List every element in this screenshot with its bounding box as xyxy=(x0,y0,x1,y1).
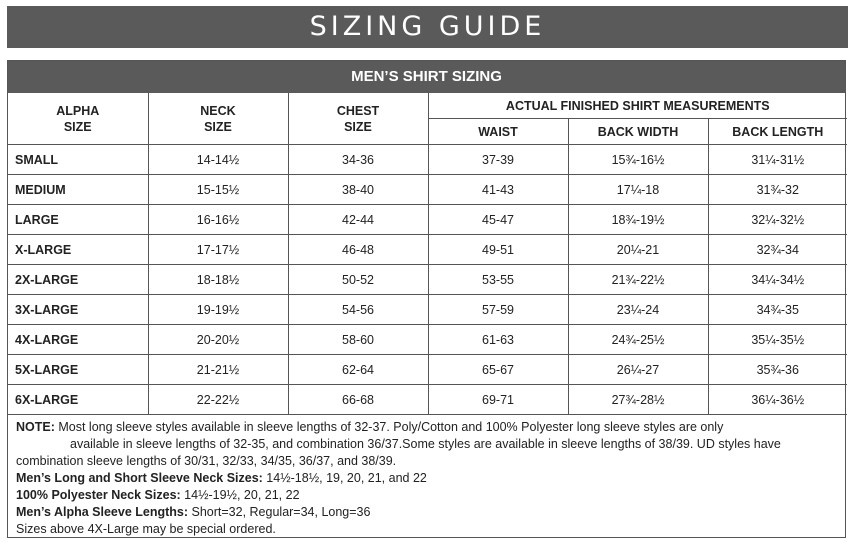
notes-section xyxy=(8,415,845,538)
header-waist: WAIST xyxy=(428,119,568,145)
alpha-sleeve-value: Short=32, Regular=34, Long=36 xyxy=(188,505,371,519)
table-body xyxy=(8,145,847,415)
cell-size: X-LARGE xyxy=(8,235,148,265)
cell-back-width: 26¼-27 xyxy=(568,355,708,385)
table-row xyxy=(8,295,847,325)
cell-waist: 57-59 xyxy=(428,295,568,325)
header-actual-measurements: ACTUAL FINISHED SHIRT MEASUREMENTS xyxy=(428,93,847,119)
cell-size: 4X-LARGE xyxy=(8,325,148,355)
header-chest-size: CHEST SIZE xyxy=(288,93,428,145)
cell-size: 2X-LARGE xyxy=(8,265,148,295)
alpha-sleeve-label: Men’s Alpha Sleeve Lengths: xyxy=(16,505,189,519)
cell-back-width: 20¼-21 xyxy=(568,235,708,265)
table-title: MEN’S SHIRT SIZING xyxy=(8,61,845,93)
neck-sizes-label: Men’s Long and Short Sleeve Neck Sizes: xyxy=(16,471,263,485)
cell-neck: 15-15½ xyxy=(148,175,288,205)
cell-waist: 41-43 xyxy=(428,175,568,205)
cell-waist: 37-39 xyxy=(428,145,568,175)
cell-neck: 16-16½ xyxy=(148,205,288,235)
cell-back-width: 21¾-22½ xyxy=(568,265,708,295)
cell-waist: 69-71 xyxy=(428,385,568,415)
cell-size: 6X-LARGE xyxy=(8,385,148,415)
cell-chest: 42-44 xyxy=(288,205,428,235)
poly-neck-label: 100% Polyester Neck Sizes: xyxy=(16,488,181,502)
cell-chest: 62-64 xyxy=(288,355,428,385)
cell-waist: 65-67 xyxy=(428,355,568,385)
cell-back-length: 35¾-36 xyxy=(708,355,847,385)
table-row xyxy=(8,325,847,355)
note-line-2: available in sleeve lengths of 32-35, and combination 36/37.Some styles are available in sleeve lengths of 38/39. UD styles have xyxy=(70,437,781,451)
table-row xyxy=(8,175,847,205)
cell-neck: 21-21½ xyxy=(148,355,288,385)
poly-neck-value: 14½-19½, 20, 21, 22 xyxy=(180,488,300,502)
cell-chest: 66-68 xyxy=(288,385,428,415)
cell-waist: 53-55 xyxy=(428,265,568,295)
cell-back-length: 35¼-35½ xyxy=(708,325,847,355)
header-alpha-size: ALPHA SIZE xyxy=(8,93,148,145)
cell-back-width: 24¾-25½ xyxy=(568,325,708,355)
header-neck-size: NECK SIZE xyxy=(148,93,288,145)
cell-back-width: 18¾-19½ xyxy=(568,205,708,235)
cell-neck: 20-20½ xyxy=(148,325,288,355)
sizing-table xyxy=(8,93,847,415)
cell-neck: 22-22½ xyxy=(148,385,288,415)
note-label: NOTE: xyxy=(16,420,55,434)
cell-back-width: 15¾-16½ xyxy=(568,145,708,175)
cell-back-width: 17¼-18 xyxy=(568,175,708,205)
cell-back-length: 31¼-31½ xyxy=(708,145,847,175)
cell-back-length: 32¼-32½ xyxy=(708,205,847,235)
note-text-1: Most long sleeve styles available in sleeve lengths of 32-37. Poly/Cotton and 100% Polyester long sleeve styles are only xyxy=(58,420,724,434)
table-row xyxy=(8,145,847,175)
cell-back-length: 34¾-35 xyxy=(708,295,847,325)
cell-size: SMALL xyxy=(8,145,148,175)
note-line-1 xyxy=(16,419,837,436)
table-row xyxy=(8,235,847,265)
cell-neck: 14-14½ xyxy=(148,145,288,175)
cell-size: 5X-LARGE xyxy=(8,355,148,385)
cell-back-width: 23¼-24 xyxy=(568,295,708,325)
neck-sizes-value: 14½-18½, 19, 20, 21, and 22 xyxy=(262,471,427,485)
cell-waist: 49-51 xyxy=(428,235,568,265)
table-row xyxy=(8,385,847,415)
sizing-table-frame xyxy=(7,60,846,538)
cell-chest: 58-60 xyxy=(288,325,428,355)
cell-neck: 18-18½ xyxy=(148,265,288,295)
cell-neck: 17-17½ xyxy=(148,235,288,265)
cell-back-length: 34¼-34½ xyxy=(708,265,847,295)
cell-chest: 38-40 xyxy=(288,175,428,205)
cell-size: MEDIUM xyxy=(8,175,148,205)
cell-waist: 45-47 xyxy=(428,205,568,235)
cell-chest: 46-48 xyxy=(288,235,428,265)
cell-back-length: 31¾-32 xyxy=(708,175,847,205)
cell-waist: 61-63 xyxy=(428,325,568,355)
table-row xyxy=(8,205,847,235)
banner-title: SIZING GUIDE xyxy=(309,11,546,42)
special-order-line: Sizes above 4X-Large may be special ordered. xyxy=(16,522,276,536)
cell-back-length: 32¾-34 xyxy=(708,235,847,265)
poly-neck-line xyxy=(16,487,837,504)
table-row xyxy=(8,265,847,295)
cell-size: 3X-LARGE xyxy=(8,295,148,325)
alpha-sleeve-line xyxy=(16,504,837,521)
note-line-3: combination sleeve lengths of 30/31, 32/33, 34/35, 36/37, and 38/39. xyxy=(16,454,397,468)
cell-size: LARGE xyxy=(8,205,148,235)
header-back-length: BACK LENGTH xyxy=(708,119,847,145)
cell-back-width: 27¾-28½ xyxy=(568,385,708,415)
cell-back-length: 36¼-36½ xyxy=(708,385,847,415)
neck-sizes-line xyxy=(16,470,837,487)
cell-neck: 19-19½ xyxy=(148,295,288,325)
cell-chest: 34-36 xyxy=(288,145,428,175)
header-back-width: BACK WIDTH xyxy=(568,119,708,145)
page-banner xyxy=(7,6,848,48)
table-row xyxy=(8,355,847,385)
cell-chest: 50-52 xyxy=(288,265,428,295)
cell-chest: 54-56 xyxy=(288,295,428,325)
